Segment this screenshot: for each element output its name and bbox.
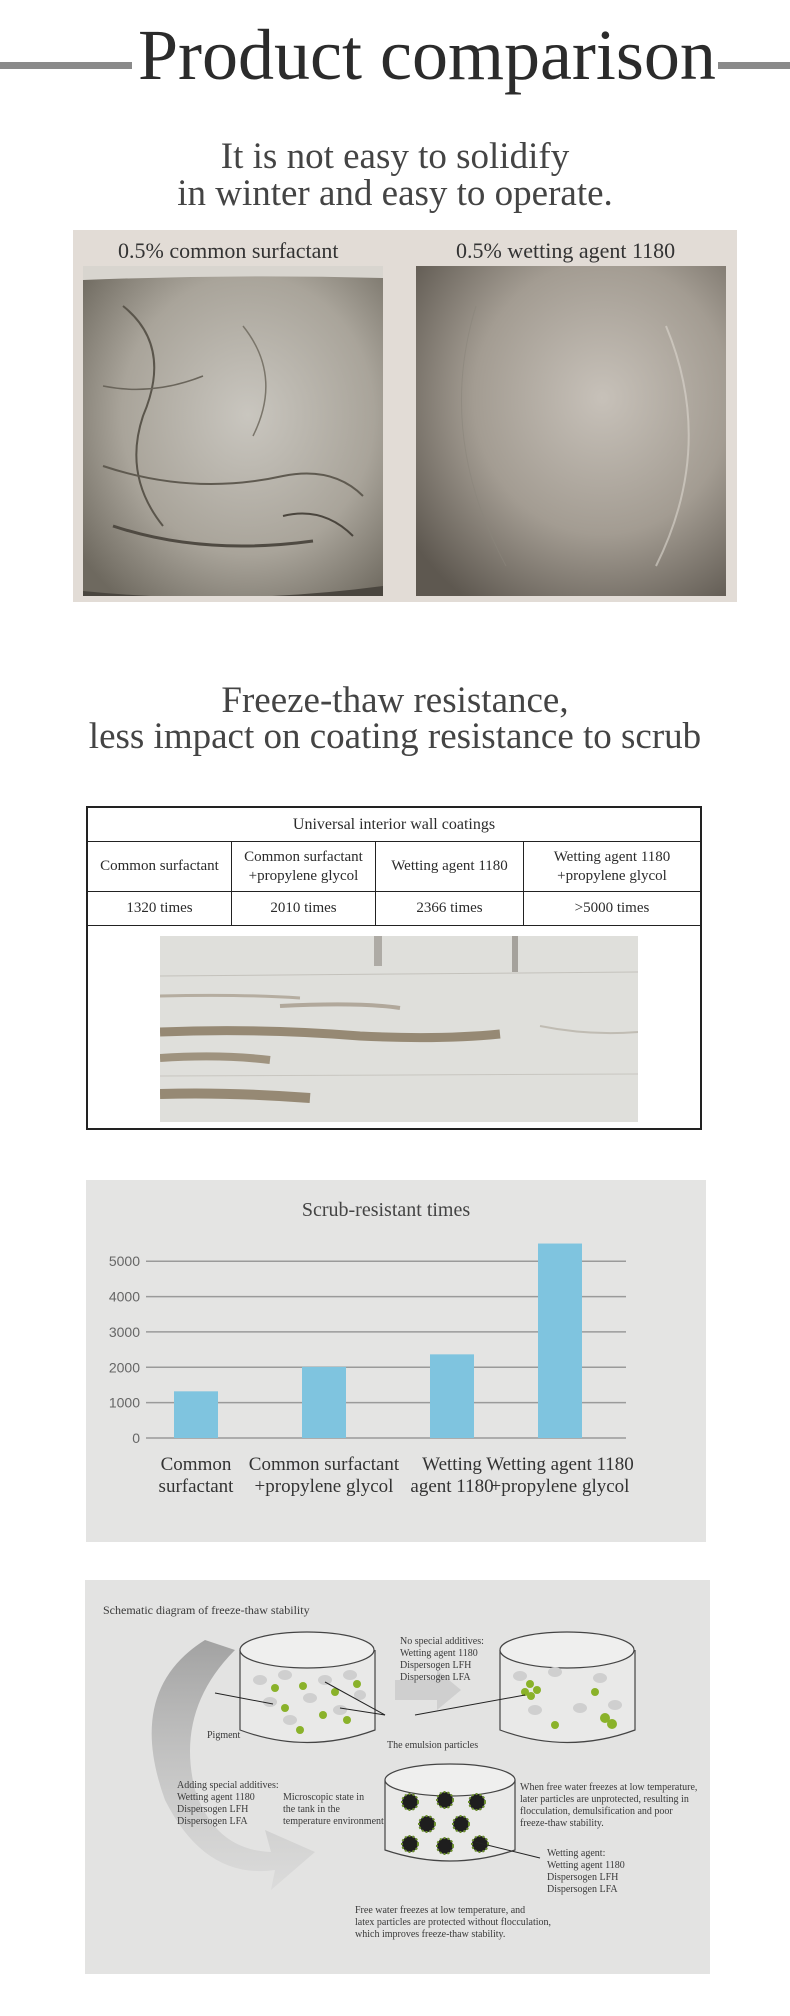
diagram-note-adding: Adding special additives: Wetting agent 1180 Dispersogen LFH Dispersogen LFA <box>177 1780 279 1827</box>
table-header-cell: Wetting agent 1180 <box>376 842 524 891</box>
photo-smooth-sample <box>416 266 726 596</box>
table-title: Universal interior wall coatings <box>88 808 700 842</box>
scrub-resistant-chart-panel <box>86 1180 706 1542</box>
chart-y-tick-label: 3000 <box>108 1323 140 1340</box>
chart-y-tick-label: 1000 <box>108 1394 140 1411</box>
diagram-note-no-additives: No special additives: Wetting agent 1180 Dispersogen LFH Dispersogen LFA <box>400 1636 484 1683</box>
table-header-cell: Common surfactant +propylene glycol <box>232 842 376 891</box>
chart-x-tick-label: agent 1180 <box>410 1476 494 1497</box>
table-header-cell: Wetting agent 1180 +propylene glycol <box>553 848 671 884</box>
diagram-note-free-water: Free water freezes at low temperature, and latex particles are protected without flocculation, which improves freeze-thaw stability. <box>355 1905 552 1940</box>
chart-bar <box>538 1244 582 1438</box>
comparison-photo-panel <box>73 230 737 602</box>
freeze-thaw-diagram-panel <box>85 1580 710 1974</box>
diagram-note-when-freezes: When free water freezes at low temperature, later particles are unprotected, resulting in flocculation, demulsification and poor freeze-thaw stability. <box>520 1782 698 1829</box>
table-value-cell: 2366 times <box>376 892 524 925</box>
scrub-resistant-bar-chart <box>86 1180 706 1542</box>
chart-bar <box>430 1354 474 1438</box>
diagram-label-pigment: Pigment <box>207 1730 241 1741</box>
chart-x-tick-label: surfactant <box>158 1476 234 1497</box>
chart-x-tick-label: Common <box>160 1454 232 1475</box>
header-rule-left <box>0 62 132 69</box>
chart-x-tick-label: Wetting agent 1180 <box>486 1454 634 1475</box>
chart-title: Scrub-resistant times <box>301 1199 471 1221</box>
chart-y-tick-label: 4000 <box>108 1288 140 1305</box>
header-rule-right <box>718 62 790 69</box>
table-value-cell: 1320 times <box>88 892 232 925</box>
chart-x-tick-label: Common surfactant <box>248 1454 400 1475</box>
diagram-note-microscopic: Microscopic state in the tank in the temperature environment <box>283 1792 384 1827</box>
section2-subtitle-line2: less impact on coating resistance to scrub <box>88 716 702 757</box>
photo-label-common-surfactant: 0.5% common surfactant <box>118 238 339 263</box>
chart-bar <box>174 1391 218 1438</box>
diagram-title: Schematic diagram of freeze-thaw stability <box>103 1603 310 1617</box>
photo-label-wetting-agent: 0.5% wetting agent 1180 <box>456 238 676 263</box>
table-value-cell: 2010 times <box>232 892 376 925</box>
chart-bar <box>302 1367 346 1438</box>
diagram-note-wetting-agent: Wetting agent: Wetting agent 1180 Dispersogen LFH Dispersogen LFA <box>547 1848 625 1895</box>
section1-subtitle-line1: It is not easy to solidify <box>220 136 570 177</box>
table-value-cell: >5000 times <box>574 900 650 916</box>
section2-subtitle-line1: Freeze-thaw resistance, <box>221 680 569 721</box>
scrub-resistance-table <box>86 806 702 1130</box>
chart-x-tick-label: +propylene glycol <box>254 1476 394 1497</box>
photo-solidified-sample <box>83 266 383 596</box>
page-title: Product comparison <box>138 15 716 95</box>
diagram-label-emulsion: The emulsion particles <box>387 1740 479 1751</box>
table-header-row <box>88 842 700 892</box>
section1-subtitle-line2: in winter and easy to operate. <box>177 173 613 214</box>
table-value-row <box>88 892 700 926</box>
scrub-test-panel-photo <box>160 936 638 1122</box>
chart-x-tick-label: Wetting <box>422 1454 482 1475</box>
chart-y-tick-label: 0 <box>132 1430 140 1446</box>
chart-y-tick-label: 5000 <box>108 1253 140 1270</box>
page-header <box>0 8 790 108</box>
chart-y-tick-label: 2000 <box>108 1359 140 1376</box>
table-header-cell: Common surfactant <box>88 842 232 891</box>
chart-x-tick-label: +propylene glycol <box>490 1476 630 1497</box>
